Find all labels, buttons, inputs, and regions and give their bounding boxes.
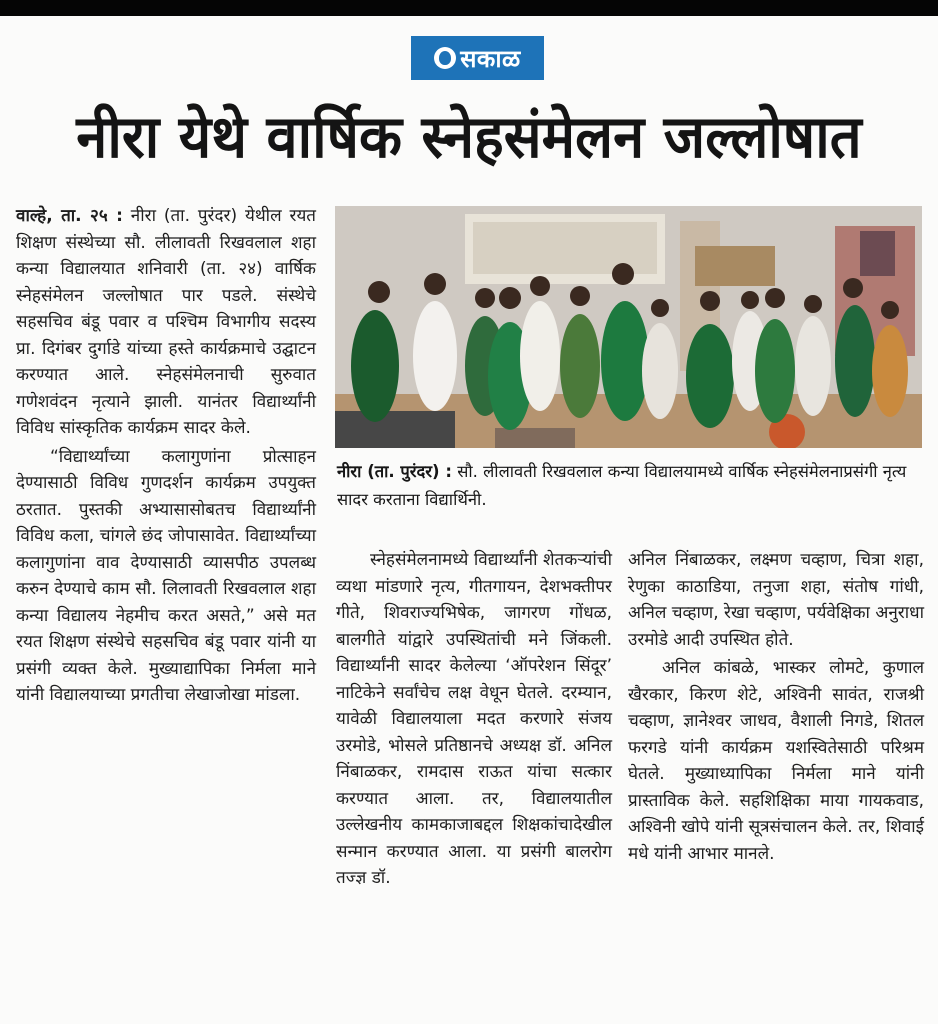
article-column-1 xyxy=(16,203,316,709)
article-paragraph: अनिल कांबळे, भास्कर लोमटे, कुणाल खैरकार, किरण शेटे, अश्विनी सावंत, राजश्री चव्हाण, ज्ञानेश्वर जाधव, वैशाली निगडे, शितल फरगडे यांनी कार्यक्रम यशस्वितेसाठी परिश्रम घेतले. मुख्याध्यापिका निर्मला माने यांनी प्रास्ताविक केले. सहशिक्षिका माया गायकवाड, अश्विनी खोपे यांनी सूत्रसंचालन केले. तर, शिवाई मधे यांनी आभार मानले. xyxy=(628,658,924,864)
article-column-3 xyxy=(628,547,924,867)
news-photo-dance-performance xyxy=(335,206,922,448)
headline: नीरा येथे वार्षिक स्नेहसंमेलन जल्लोषात xyxy=(76,103,862,172)
article-paragraph: “विद्यार्थ्यांच्या कलागुणांना प्रोत्साहन देण्यासाठी विविध गुणदर्शन कार्यक्रम उपयुक्त ठरतात. पुस्तकी अभ्यासासोबतच विद्यार्थ्यांनी विविध कला, चांगले छंद जोपासावेत. विद्यार्थ्यांच्या कलागुणांना वाव देण्यासाठी व्यासपीठ उपलब्ध करुन देण्याचे काम सौ. लिलावती रिखवलाल शहा कन्या विद्यालय नेहमीच करत असते,” असे मत रयत शिक्षण संस्थेचे सहसचिव बंडू पवार यांनी या प्रसंगी व्यक्त केले. मुख्याद्यापिका निर्मला माने यांनी विद्यालयाच्या प्रगतीचा लेखाजोखा मांडला. xyxy=(16,446,316,705)
article-paragraph: वाल्हे, ता. २५ : नीरा (ता. पुरंदर) येथील रयत शिक्षण संस्थेच्या सौ. लीलावती रिखवलाल शहा कन्या विद्यालयात शनिवारी (ता. २४) वार्षिक स्नेहसंमेलन जल्लोषात पार पडले. संस्थेचे सहसचिव बंडू पवार व पश्चिम विभागीय सदस्य प्रा. दिगंबर दुर्गाडे यांच्या हस्ते कार्यक्रमाचे उद्घाटन करण्यात आले. स्नेहसंमेलनाची सुरुवात गणेशवंदन नृत्याने झाली. यानंतर विद्यार्थ्यांनी विविध सांस्कृतिक कार्यक्रम सादर केले. xyxy=(16,206,317,438)
photo-caption xyxy=(337,458,927,514)
article-column-2 xyxy=(336,547,612,892)
logo-text: सकाळ xyxy=(460,44,521,73)
sakal-emblem-icon xyxy=(434,47,456,69)
article-paragraph: स्नेहसंमेलनामध्ये विद्यार्थ्यांनी शेतकऱ्यांची व्यथा मांडणारे नृत्य, गीतगायन, देशभक्तीपर गीते, शिवराज्यभिषेक, जागरण गोंधळ, बालगीते यांद्वारे उपस्थितांची मने जिंकली. विद्यार्थ्यांनी सादर केलेल्या ‘ऑपरेशन सिंदूर’ नाटिकेने सर्वांचेच लक्ष वेधून घेतले. दरम्यान, यावेळी विद्यालयाला मदत करणारे संजय उरमोडे, भोसले प्रतिष्ठानचे अध्यक्ष डॉ. अनिल निंबाळकर, रामदास राऊत यांचा सत्कार करण्यात आला. तर, विद्यालयातील उल्लेखनीय कामकाजाबद्दल शिक्षकांचादेखील सन्मान करण्यात आला. या प्रसंगी बालरोग तज्ज्ञ डॉ. xyxy=(336,550,612,888)
article-paragraph: अनिल निंबाळकर, लक्ष्मण चव्हाण, चित्रा शहा, रेणुका काठाडिया, तनुजा शहा, संतोष गांधी, अनिल चव्हाण, रेखा चव्हाण, पर्यवेक्षिका अनुराधा उरमोडे आदी उपस्थित होते. xyxy=(628,550,924,650)
caption-lead: नीरा (ता. पुरंदर) : xyxy=(337,462,452,481)
dateline: वाल्हे, ता. २५ : xyxy=(16,206,123,226)
sakal-logo xyxy=(411,36,544,80)
caption-text: सौ. लीलावती रिखवलाल कन्या विद्यालयामध्ये वार्षिक स्नेहसंमेलनाप्रसंगी नृत्य सादर करताना विद्यार्थिनी. xyxy=(337,462,907,509)
top-black-bar xyxy=(0,0,938,16)
